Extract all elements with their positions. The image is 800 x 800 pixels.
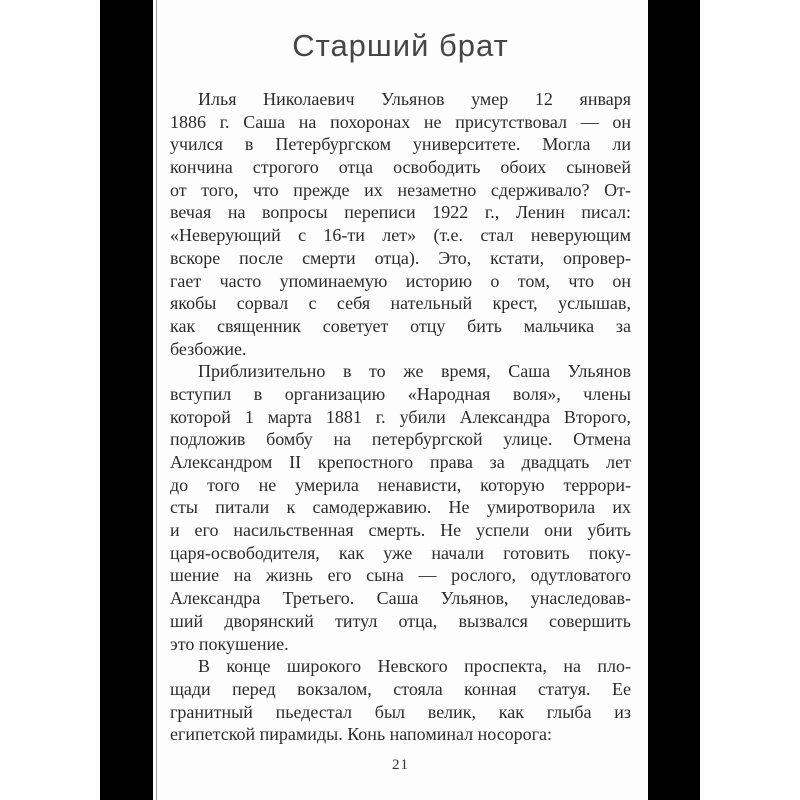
text-line: кончина строгого отца освободить обоих сыновей	[170, 157, 631, 178]
text-line: и его насильственная смерть. Не успели они убить	[170, 520, 631, 541]
text-line: гранитный пьедестал был велик, как глыба из	[170, 701, 631, 722]
text-line: ший дворянский титул отца, вызвался совершить	[170, 610, 631, 631]
text-line: подложив бомбу на петербургской улице. Отмена	[170, 429, 631, 450]
body-text	[170, 88, 631, 746]
text-line: шение на жизнь его сына — рослого, одутловатого	[170, 565, 631, 586]
text-line: Приблизительно в то же время, Саша Ульянов	[198, 361, 631, 382]
chapter-title: Старший брат	[292, 28, 509, 63]
book-page	[153, 0, 648, 800]
text-line: 1886 г. Саша на похоронах не присутствовал — он	[170, 111, 631, 132]
text-line: гает часто упоминаемую историю о том, что он	[170, 270, 631, 291]
text-line: это покушение.	[170, 633, 289, 654]
page-edge-line	[156, 0, 157, 800]
text-line: которой 1 марта 1881 г. убили Александра Второго,	[170, 406, 631, 427]
text-line: вечая на вопросы переписи 1922 г., Ленин писал:	[170, 202, 631, 223]
text-line: Александра Третьего. Саша Ульянов, унаследовав-	[170, 588, 631, 609]
text-line: царя-освободителя, как уже начали готовить поку-	[170, 542, 631, 563]
text-line: учился в Петербургском университете. Могла ли	[170, 134, 631, 155]
text-line: Илья Николаевич Ульянов умер 12 января	[198, 89, 631, 109]
right-dark-bar	[648, 0, 700, 800]
text-line: вскоре после смерти отца). Это, кстати, опровер-	[170, 247, 631, 268]
text-line: якобы сорвал с себя нательный крест, услышав,	[170, 293, 631, 314]
text-line: как священник советует отцу бить мальчика за	[170, 315, 631, 336]
text-line: В конце широкого Невского проспекта, на пло-	[198, 656, 631, 677]
text-line: египетской пирамиды. Конь напоминал носорога:	[170, 724, 553, 745]
text-line: вступил в организацию «Народная воля», члены	[170, 383, 631, 404]
text-line: от того, что прежде их незаметно сдерживало? От-	[170, 179, 631, 200]
text-line: щади перед вокзалом, стояла конная статуя. Ее	[170, 678, 631, 699]
text-line: безбожие.	[170, 338, 247, 359]
text-line: Александром II крепостного права за двадцать лет	[170, 452, 631, 472]
text-line: сты питали к самодержавию. Не умиротворила их	[170, 497, 631, 518]
text-line: до того не умерила ненависти, которую террори-	[170, 474, 631, 495]
left-dark-bar	[100, 0, 153, 800]
page-number: 21	[392, 757, 409, 773]
text-line: «Неверующий с 16-ти лет» (т.е. стал неверующим	[170, 225, 631, 246]
